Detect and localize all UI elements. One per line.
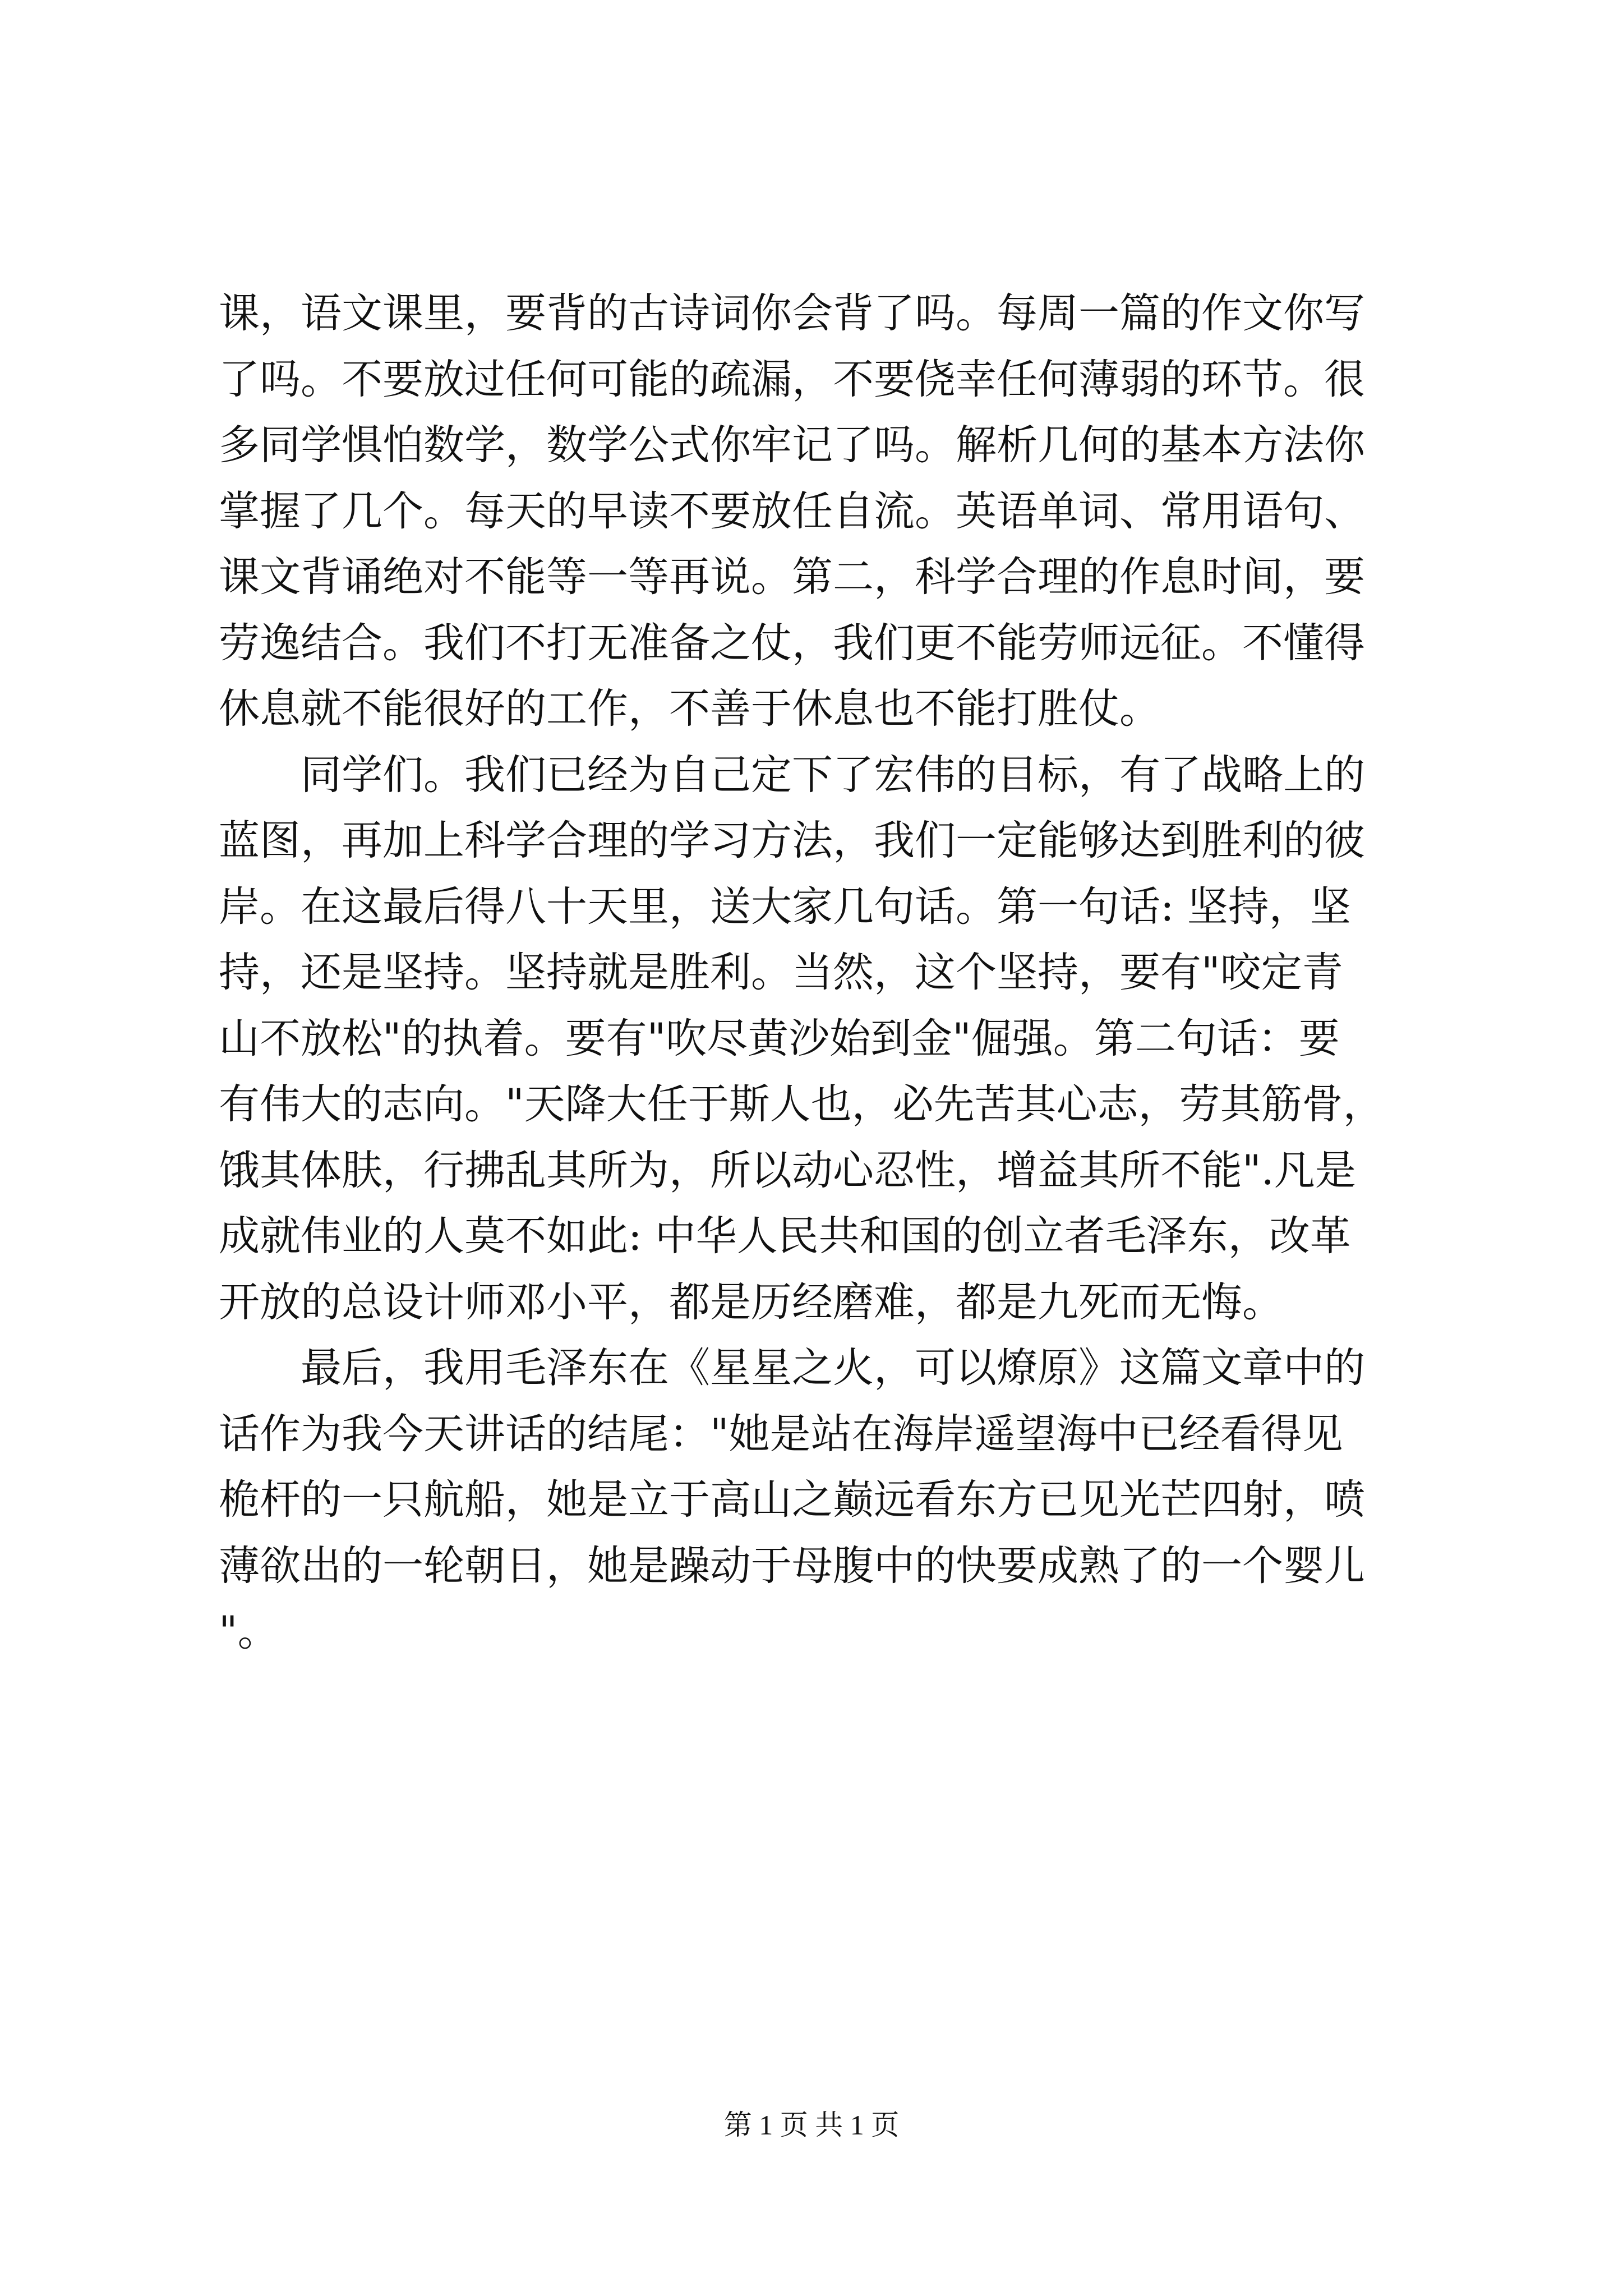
text-line: 课，语文课里，要背的古诗词你会背了吗。每周一篇的作文你写 (219, 289, 1365, 337)
text-line: 同学们。我们已经为自己定下了宏伟的目标，有了战略上的 (219, 751, 1365, 799)
text-line: 成就伟业的人莫不如此: 中华人民共和国的创立者毛泽东，改革 (219, 1212, 1351, 1260)
text-line: 山不放松"的执着。要有"吹尽黄沙始到金"倔强。第二句话：要 (219, 1014, 1340, 1062)
page-number-footer: 第 1 页 共 1 页 (723, 2109, 900, 2141)
text-line: 话作为我今天讲话的结尾："她是站在海岸遥望海中已经看得见 (219, 1410, 1343, 1458)
text-line: 掌握了几个。每天的早读不要放任自流。英语单词、常用语句、 (219, 487, 1365, 535)
text-line: 有伟大的志向。"天降大任于斯人也，必先苦其心志，劳其筋骨， (219, 1080, 1384, 1128)
text-line: 饿其体肤，行拂乱其所为，所以动心忍性，增益其所不能".凡是 (219, 1146, 1356, 1194)
text-line: 开放的总设计师邓小平，都是历经磨难，都是九死而无悔。 (219, 1278, 1283, 1326)
text-line: 多同学惧怕数学，数学公式你牢记了吗。解析几何的基本方法你 (219, 421, 1365, 469)
text-line: 课文背诵绝对不能等一等再说。第二，科学合理的作息时间，要 (219, 553, 1365, 601)
text-line: 休息就不能很好的工作，不善于休息也不能打胜仗。 (219, 685, 1160, 733)
text-line: 桅杆的一只航船，她是立于高山之巅远看东方已见光芒四射，喷 (219, 1476, 1365, 1524)
text-line: 薄欲出的一轮朝日，她是躁动于母腹中的快要成熟了的一个婴儿 (219, 1542, 1365, 1590)
text-line: 最后，我用毛泽东在《星星之火，可以燎原》这篇文章中的 (219, 1344, 1365, 1392)
text-line: "。 (219, 1608, 279, 1655)
text-line: 持，还是坚持。坚持就是胜利。当然，这个坚持，要有"咬定青 (219, 949, 1343, 996)
text-line: 蓝图，再加上科学合理的学习方法，我们一定能够达到胜利的彼 (219, 817, 1365, 864)
text-line: 劳逸结合。我们不打无准备之仗，我们更不能劳师远征。不懂得 (219, 619, 1365, 667)
document-body (219, 280, 1419, 1665)
text-line: 了吗。不要放过任何可能的疏漏，不要侥幸任何薄弱的环节。很 (219, 355, 1365, 403)
text-line: 岸。在这最后得八十天里，送大家几句话。第一句话: 坚持，坚 (219, 882, 1351, 931)
